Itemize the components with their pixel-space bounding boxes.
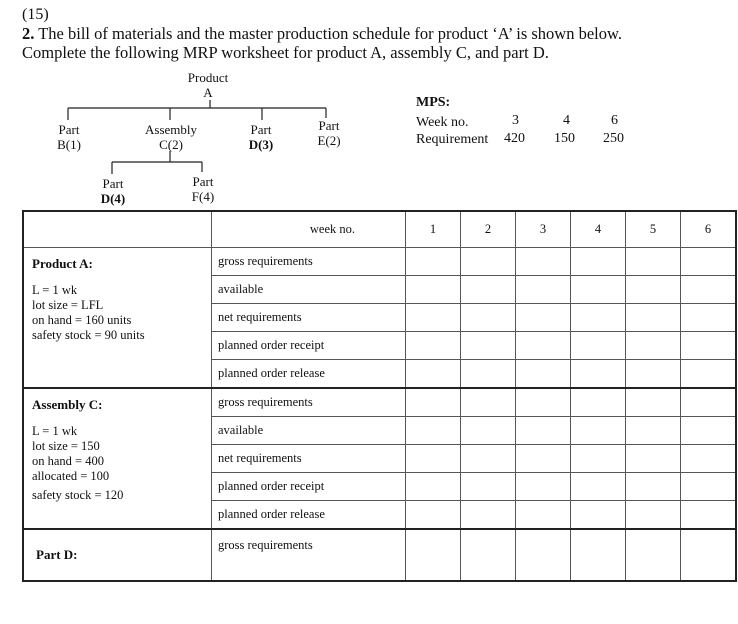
row-label: net requirements [212, 304, 406, 332]
input-cell[interactable] [571, 417, 626, 445]
row-label: planned order release [212, 360, 406, 389]
question-number: 2. [22, 24, 35, 43]
input-cell[interactable] [516, 473, 571, 501]
bom-node-type: Part [192, 174, 214, 189]
input-cell[interactable] [681, 417, 737, 445]
input-cell[interactable] [516, 304, 571, 332]
assembly-c-row [23, 388, 736, 417]
input-cell[interactable] [571, 248, 626, 276]
bom-node-type: Assembly [145, 122, 197, 137]
part-d-row [23, 529, 736, 581]
input-cell[interactable] [681, 445, 737, 473]
question-marks: (15) [22, 6, 49, 23]
header-blank [23, 211, 212, 248]
product-a-param: L = 1 wk [32, 283, 78, 297]
bom-node-id: F(4) [191, 189, 215, 204]
input-cell[interactable] [626, 304, 681, 332]
bom-node-type: Product [187, 70, 229, 85]
input-cell[interactable] [461, 304, 516, 332]
input-cell[interactable] [681, 276, 737, 304]
input-cell[interactable] [406, 501, 461, 530]
input-cell[interactable] [626, 501, 681, 530]
input-cell[interactable] [406, 445, 461, 473]
input-cell[interactable] [626, 388, 681, 417]
input-cell[interactable] [626, 248, 681, 276]
week-cell: 2 [461, 211, 516, 248]
mps-week-label: Week no. [416, 115, 469, 130]
bom-node-type: Part [58, 122, 80, 137]
input-cell[interactable] [571, 501, 626, 530]
input-cell[interactable] [681, 332, 737, 360]
input-cell[interactable] [626, 332, 681, 360]
input-cell[interactable] [516, 445, 571, 473]
bom-node-id: D(4) [100, 191, 126, 206]
product-a-param: on hand = 160 units [32, 313, 132, 327]
input-cell[interactable] [681, 501, 737, 530]
row-label: gross requirements [212, 388, 406, 417]
input-cell[interactable] [681, 388, 737, 417]
question-text-1: The bill of materials and the master production schedule for product ‘A’ is shown below. [38, 24, 622, 43]
mps-week: 3 [512, 113, 519, 128]
product-a-title: Product A: [32, 256, 93, 271]
product-a-info [23, 248, 212, 389]
input-cell[interactable] [461, 529, 516, 581]
input-cell[interactable] [461, 360, 516, 389]
row-label: available [212, 276, 406, 304]
mps-requirement: 150 [554, 131, 575, 146]
input-cell[interactable] [406, 276, 461, 304]
input-cell[interactable] [406, 332, 461, 360]
input-cell[interactable] [461, 248, 516, 276]
input-cell[interactable] [406, 388, 461, 417]
bom-node-type: Part [102, 176, 124, 191]
input-cell[interactable] [406, 529, 461, 581]
input-cell[interactable] [406, 417, 461, 445]
input-cell[interactable] [406, 248, 461, 276]
question-line-2: Complete the following MRP worksheet for product A, assembly C, and part D. [22, 43, 549, 62]
week-no-label: week no. [212, 211, 406, 248]
input-cell[interactable] [461, 473, 516, 501]
mps-title: MPS: [416, 95, 451, 110]
input-cell[interactable] [681, 304, 737, 332]
input-cell[interactable] [461, 501, 516, 530]
week-header-row [23, 211, 736, 248]
input-cell[interactable] [626, 276, 681, 304]
input-cell[interactable] [516, 501, 571, 530]
mps-requirement: 420 [504, 131, 525, 146]
bom-node-part-d [238, 122, 284, 152]
row-label: planned order release [212, 501, 406, 530]
bom-node-part-f [180, 174, 226, 204]
product-a-param: lot size = LFL [32, 298, 104, 312]
bom-node-assembly-c [138, 122, 204, 152]
input-cell[interactable] [571, 304, 626, 332]
input-cell[interactable] [516, 529, 571, 581]
mps-week: 6 [611, 113, 618, 128]
part-d-title: Part D: [36, 547, 78, 562]
assembly-c-param: L = 1 wk [32, 424, 78, 438]
input-cell[interactable] [516, 360, 571, 389]
input-cell[interactable] [571, 332, 626, 360]
bom-node-part-e [306, 118, 352, 148]
input-cell[interactable] [571, 445, 626, 473]
input-cell[interactable] [571, 360, 626, 389]
mps-week: 4 [563, 113, 570, 128]
input-cell[interactable] [681, 473, 737, 501]
input-cell[interactable] [516, 417, 571, 445]
row-label: gross requirements [212, 529, 406, 581]
row-label: planned order receipt [212, 473, 406, 501]
mps-requirement: 250 [603, 131, 624, 146]
bom-node-type: Part [250, 122, 272, 137]
input-cell[interactable] [571, 388, 626, 417]
input-cell[interactable] [406, 473, 461, 501]
input-cell[interactable] [626, 473, 681, 501]
bom-node-id: E(2) [317, 133, 341, 148]
bom-node-part-b [46, 122, 92, 152]
row-label: gross requirements [212, 248, 406, 276]
bom-node-id: D(3) [248, 137, 274, 152]
assembly-c-param: allocated = 100 [32, 469, 110, 483]
assembly-c-param: on hand = 400 [32, 454, 104, 468]
input-cell[interactable] [626, 360, 681, 389]
input-cell[interactable] [571, 529, 626, 581]
input-cell[interactable] [516, 248, 571, 276]
bom-node-product-a [176, 70, 240, 100]
bom-node-id: C(2) [159, 137, 183, 152]
input-cell[interactable] [461, 332, 516, 360]
product-a-param: safety stock = 90 units [32, 328, 145, 342]
input-cell[interactable] [406, 304, 461, 332]
row-label: net requirements [212, 445, 406, 473]
assembly-c-param: lot size = 150 [32, 439, 100, 453]
product-a-row [23, 248, 736, 276]
input-cell[interactable] [461, 388, 516, 417]
input-cell[interactable] [516, 276, 571, 304]
input-cell[interactable] [406, 360, 461, 389]
input-cell[interactable] [626, 417, 681, 445]
input-cell[interactable] [461, 417, 516, 445]
bom-node-id: B(1) [57, 137, 81, 152]
input-cell[interactable] [516, 388, 571, 417]
bom-node-type: Part [318, 118, 340, 133]
assembly-c-info [23, 388, 212, 529]
week-cell: 3 [516, 211, 571, 248]
bom-node-id: A [203, 85, 213, 100]
input-cell[interactable] [571, 276, 626, 304]
week-cell: 1 [406, 211, 461, 248]
input-cell[interactable] [626, 445, 681, 473]
assembly-c-title: Assembly C: [32, 397, 103, 412]
part-d-info [23, 529, 212, 581]
bom-node-part-d4 [90, 176, 136, 206]
input-cell[interactable] [626, 529, 681, 581]
week-cell: 6 [681, 211, 737, 248]
input-cell[interactable] [516, 332, 571, 360]
mps-requirement-label: Requirement [416, 132, 489, 147]
input-cell[interactable] [571, 473, 626, 501]
input-cell[interactable] [681, 529, 737, 581]
mrp-worksheet [22, 210, 737, 582]
input-cell[interactable] [681, 360, 737, 389]
input-cell[interactable] [681, 248, 737, 276]
assembly-c-param: safety stock = 120 [32, 488, 124, 502]
row-label: planned order receipt [212, 332, 406, 360]
row-label: available [212, 417, 406, 445]
week-cell: 5 [626, 211, 681, 248]
week-cell: 4 [571, 211, 626, 248]
input-cell[interactable] [461, 445, 516, 473]
input-cell[interactable] [461, 276, 516, 304]
